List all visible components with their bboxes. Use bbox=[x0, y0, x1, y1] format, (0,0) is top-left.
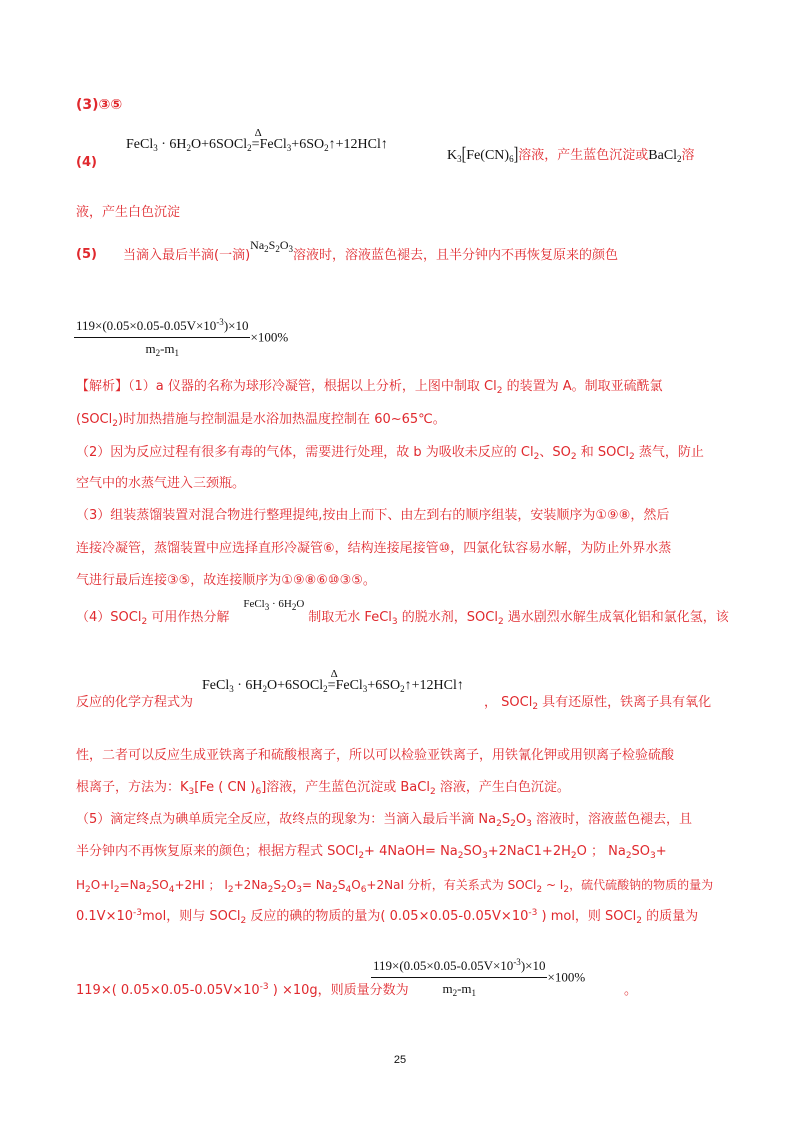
answer-4-continued: 液，产生白色沉淀 bbox=[76, 205, 181, 220]
delta-symbol: Δ bbox=[254, 127, 262, 139]
analysis-p5-fraction: $\frac{119\times(0.05\times 0.05-0.05V\times 10^{-3})\times 10}{m_2-m_1}$ ×100% bbox=[373, 957, 586, 998]
analysis-p3-line1: （3）组装蒸馏装置对混合物进行整理提纯,按由上而下、由左到右的顺序组装，安装顺序为①⑨⑧，然后 bbox=[76, 508, 670, 523]
analysis-heading: 【解析】 bbox=[76, 379, 129, 394]
analysis-p5-line4: $0.1V\times 10^{-3}mol$，则与 SOCl$_2$ 反应的碘的物质的量为( $0.05\times 0.05-0.05V\times 10^{-3}$ ) mol，则 SOCl$_2$ 的质量为 bbox=[76, 908, 699, 926]
analysis-p4-equation: FeCl$_3$ · $6H_2O+6SOCl_2$ Δ $=FeCl_3+6SO_2↑+12HCl↑$ bbox=[202, 668, 464, 694]
analysis-p4-line4: 根离子，方法为：$K_3[Fe$ ( CN )$_6$]溶液，产生蓝色沉淀或 BaCl$_2$ 溶液，产生白色沉淀。 bbox=[76, 780, 570, 797]
analysis-p1-line1: 【解析】（1）a 仪器的名称为球形冷凝管，根据以上分析，上图中制取 $Cl_2$ 的装置为 A。制取亚硫酰氯 bbox=[76, 379, 663, 396]
answer-4-equation: FeCl$_3$ · $6H_2O+6SOCl_2$ Δ $=FeCl_3+6SO_2↑+12HCl↑$ bbox=[126, 127, 388, 153]
answer-5-text: 当滴入最后半滴(一滴)$Na_2S_2O_3$溶液时，溶液蓝色褪去，且半分钟内不再恢复原来的颜色 bbox=[123, 238, 619, 263]
analysis-p4-line3: 性，二者可以反应生成亚铁离子和硫酸根离子，所以可以检验亚铁离子，用铁氰化钾或用钡离子检验硫酸 bbox=[76, 748, 675, 763]
analysis-p5-line2: 半分钟内不再恢复原来的颜色；根据方程式 SOCl$_2$+ 4NaOH= $Na_2SO_3+2NaC1+2H_2O$ ； $Na_2SO_3+$ bbox=[76, 844, 667, 861]
analysis-p5-line5: 119×( $0.05\times 0.05-0.05V\times 10^{-3}$ ) ×10g，则质量分数为 bbox=[76, 982, 409, 998]
answer-4-reagent-line: $K_3[Fe(CN)_6]$溶液，产生蓝色沉淀或BaCl$_2$溶 bbox=[447, 145, 695, 166]
analysis-p5-line3: $H_2O+I_2=Na_2SO_4+2HI$ ； $I_2+2Na_2S_2O_3= Na_2S_4O_6+2NaI$ 分析，有关系式为 SOCl$_2$ ~ $I_2$，硫代硫酸钠的物质的量为 bbox=[76, 878, 714, 895]
answer-4-label: (4) bbox=[76, 155, 97, 170]
analysis-p1-line2: (SOCl$_2$)时加热措施与控制温是水浴加热温度控制在 60~65℃。 bbox=[76, 412, 446, 429]
analysis-p2-line1: （2）因为反应过程有很多有毒的气体，需要进行处理，故 b 为吸收未反应的 $Cl_2$、$SO_2$ 和 SOCl$_2$ 蒸气，防止 bbox=[76, 445, 704, 462]
analysis-p3-line2: 连接冷凝管，蒸馏装置中应选择直形冷凝管⑥，结构连接尾接管⑩，四氯化钛容易水解，为防止外界水蒸 bbox=[76, 541, 672, 556]
analysis-p4-line2: 反应的化学方程式为 bbox=[76, 695, 194, 710]
page-number: 25 bbox=[393, 1054, 407, 1066]
answer-3: (3)③⑤ bbox=[76, 97, 123, 113]
analysis-p3-line3: 气进行最后连接③⑤，故连接顺序为①⑨⑧⑥⑩③⑤。 bbox=[76, 573, 376, 588]
analysis-p4-line1: （4）SOCl$_2$ 可用作热分解$^{FeCl_3 \cdot 6H_2O}$制取无水 FeCl$_3$ 的脱水剂，SOCl$_2$ 遇水剧烈水解生成氧化铝和氯化氢，该 bbox=[76, 598, 729, 627]
answer-5-label: (5) bbox=[76, 247, 97, 262]
analysis-p4-line2-tail: ， SOCl$_2$ 具有还原性，铁离子具有氧化 bbox=[484, 695, 712, 712]
answer-5-fraction: $\frac{119\times(0.05\times 0.05-0.05V\times 10^{-3})\times 10}{m_2-m_1}$ ×100% bbox=[76, 317, 289, 358]
analysis-p5-line1: （5）滴定终点为碘单质完全反应，故终点的现象为：当滴入最后半滴 $Na_2S_2O_3$ 溶液时，溶液蓝色褪去，且 bbox=[76, 812, 692, 829]
analysis-p5-end: 。 bbox=[624, 983, 638, 998]
analysis-p2-line2: 空气中的水蒸气进入三颈瓶。 bbox=[76, 476, 246, 491]
